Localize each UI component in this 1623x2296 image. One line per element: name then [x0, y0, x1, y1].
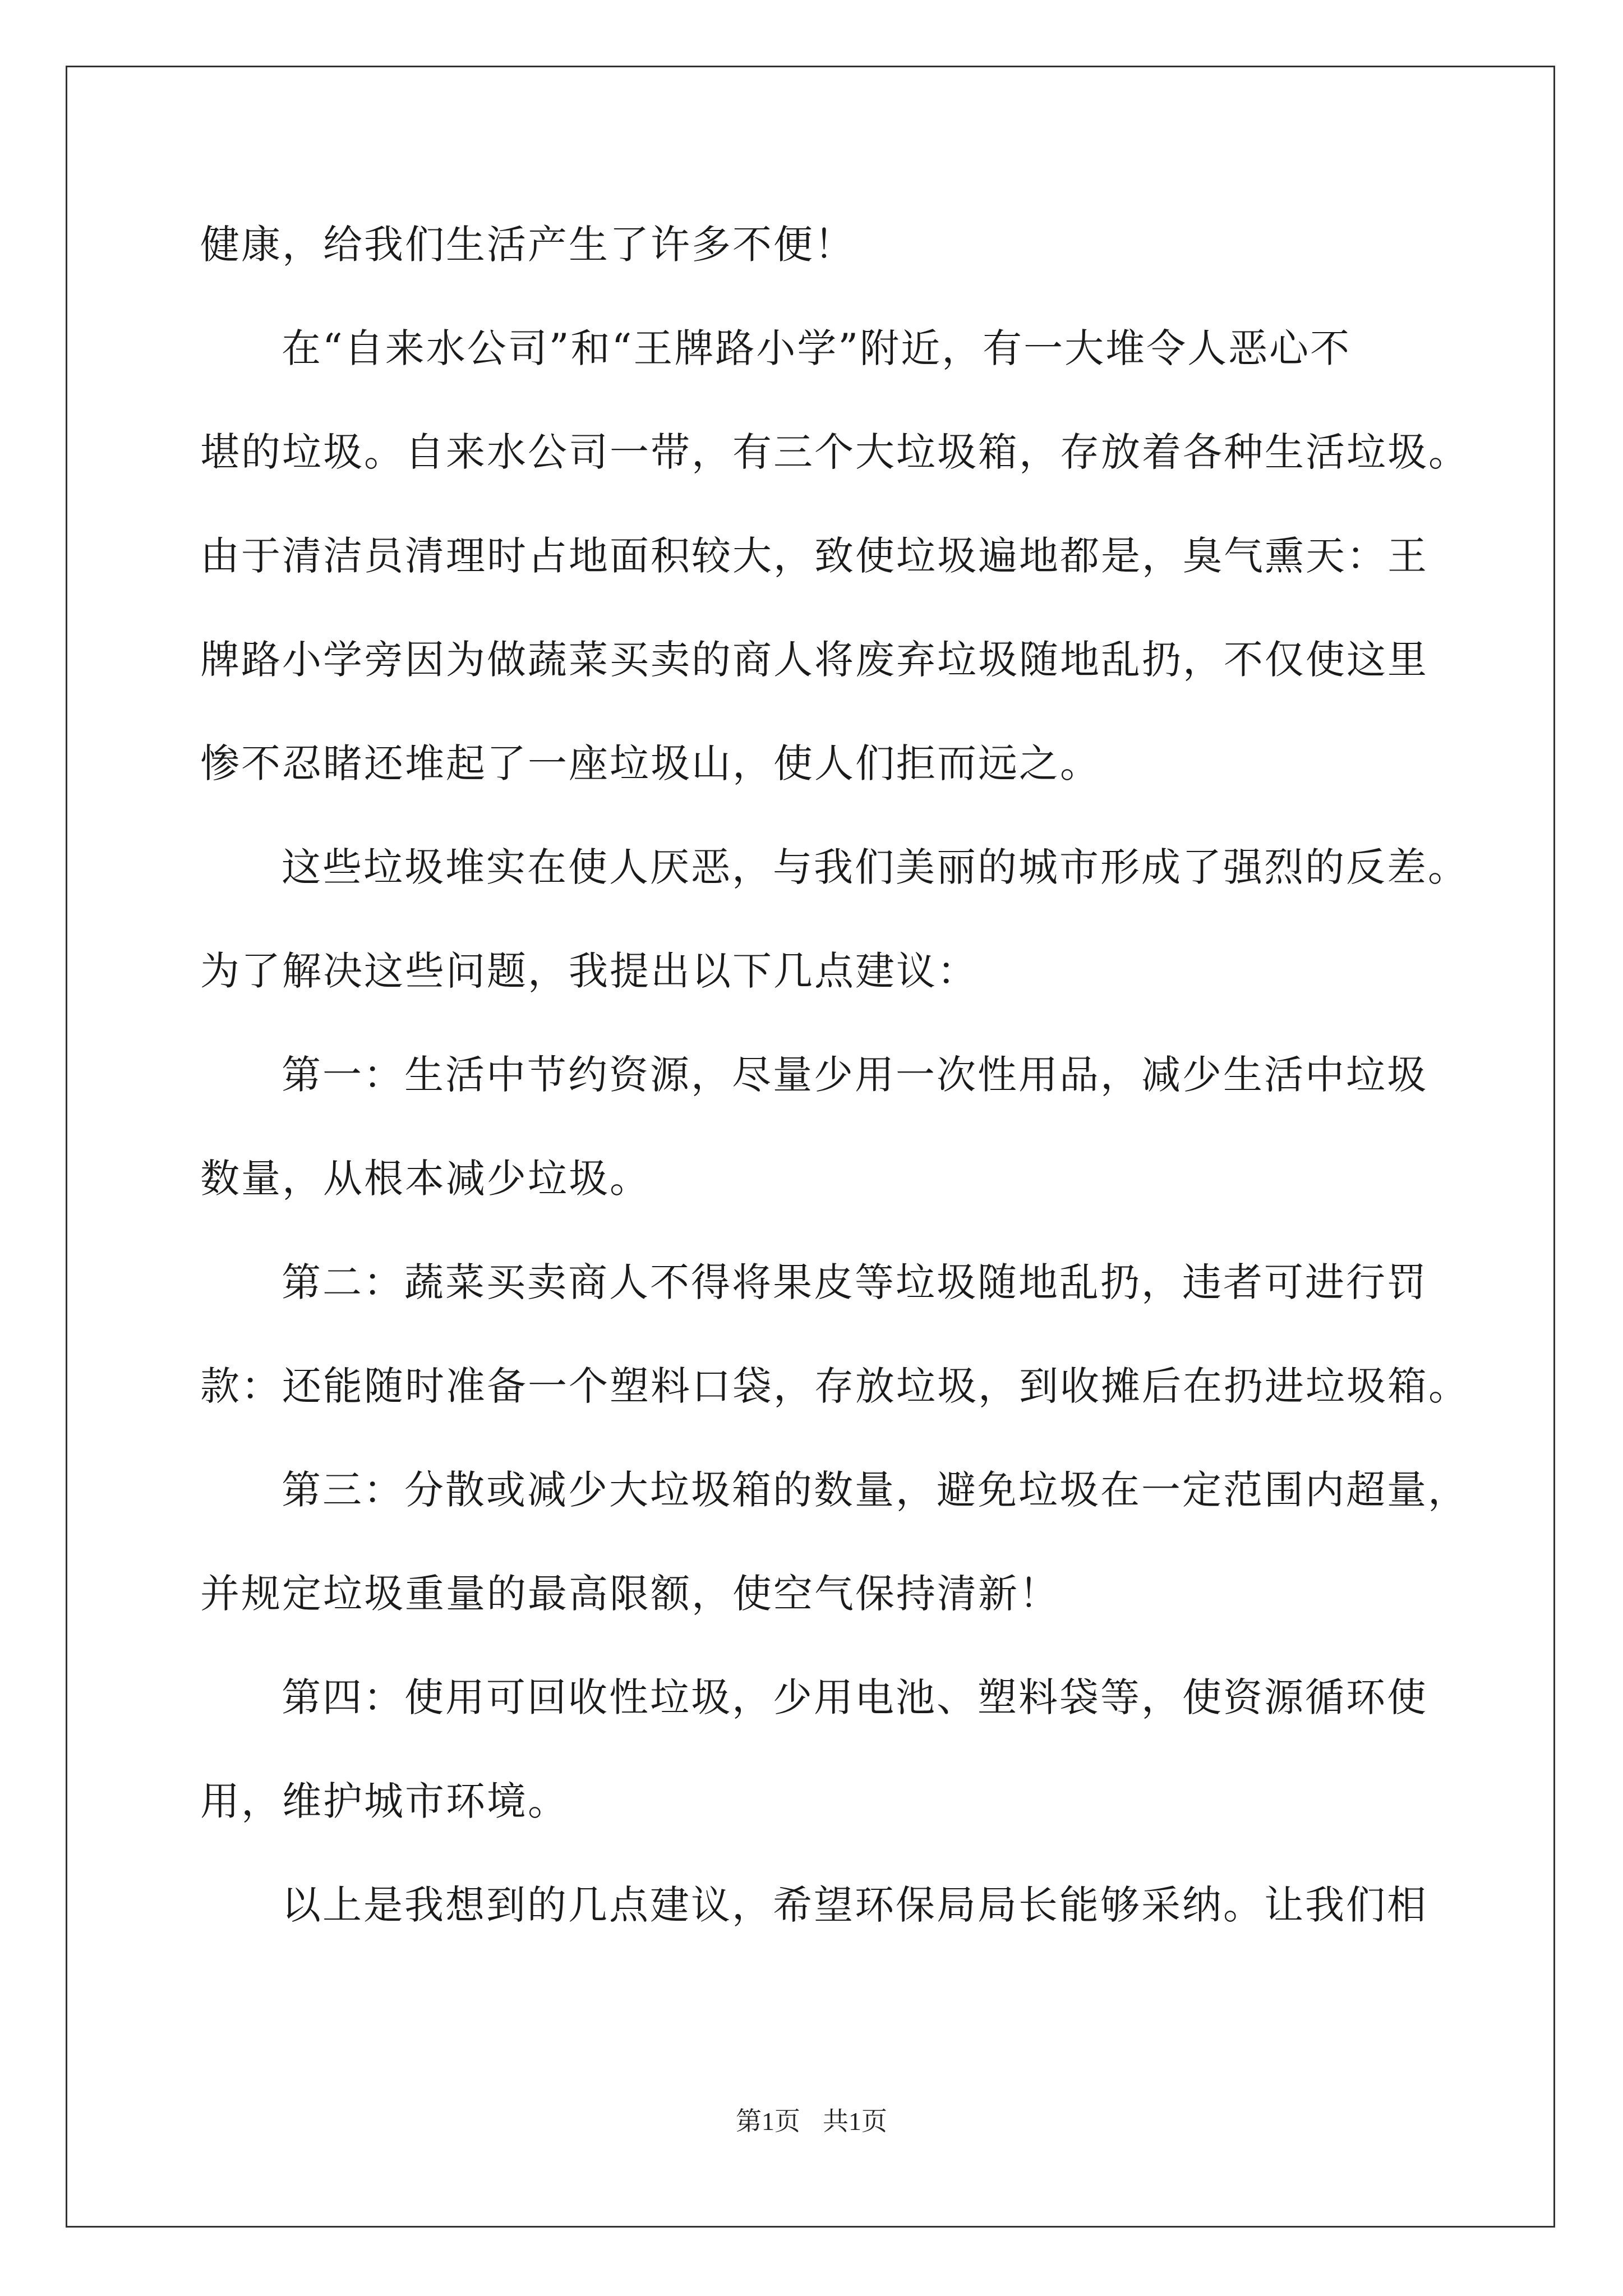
text-line: 第一：生活中节约资源，尽量少用一次性用品，减少生活中垃圾 [282, 1052, 1428, 1098]
page-footer [0, 2101, 1623, 2138]
text-line: 这些垃圾堆实在使人厌恶，与我们美丽的城市形成了强烈的反差。 [282, 844, 1469, 890]
text-line: 健康，给我们生活产生了许多不便！ [200, 222, 855, 268]
text-line: 由于清洁员清理时占地面积较大，致使垃圾遍地都是，臭气熏天：王 [200, 533, 1428, 579]
text-line: 数量，从根本减少垃圾。 [200, 1156, 651, 1202]
text-line: 款：还能随时准备一个塑料口袋，存放垃圾，到收摊后在扔进垃圾箱。 [200, 1363, 1469, 1409]
text-line: 堪的垃圾。自来水公司一带，有三个大垃圾箱，存放着各种生活垃圾。 [200, 429, 1469, 475]
page-number-current: 第1页 [736, 2107, 800, 2136]
text-line: 并规定垃圾重量的最高限额，使空气保持清新！ [200, 1571, 1060, 1617]
text-line: 惨不忍睹还堆起了一座垃圾山，使人们拒而远之。 [200, 740, 1101, 786]
text-line: 第三：分散或减少大垃圾箱的数量，避免垃圾在一定范围内超量， [282, 1467, 1469, 1513]
text-line: 在“自来水公司”和“王牌路小学”附近，有一大堆令人恶心不 [282, 325, 1352, 371]
page-number-total: 共1页 [823, 2107, 887, 2136]
text-line: 以上是我想到的几点建议，希望环保局局长能够采纳。让我们相 [282, 1882, 1428, 1928]
text-line: 牌路小学旁因为做蔬菜买卖的商人将废弃垃圾随地乱扔，不仅使这里 [200, 637, 1428, 683]
text-line: 用，维护城市环境。 [200, 1778, 569, 1824]
text-line: 第二：蔬菜买卖商人不得将果皮等垃圾随地乱扔，违者可进行罚 [282, 1259, 1428, 1305]
text-line: 为了解决这些问题，我提出以下几点建议： [200, 948, 978, 994]
text-line: 第四：使用可回收性垃圾，少用电池、塑料袋等，使资源循环使 [282, 1674, 1428, 1720]
